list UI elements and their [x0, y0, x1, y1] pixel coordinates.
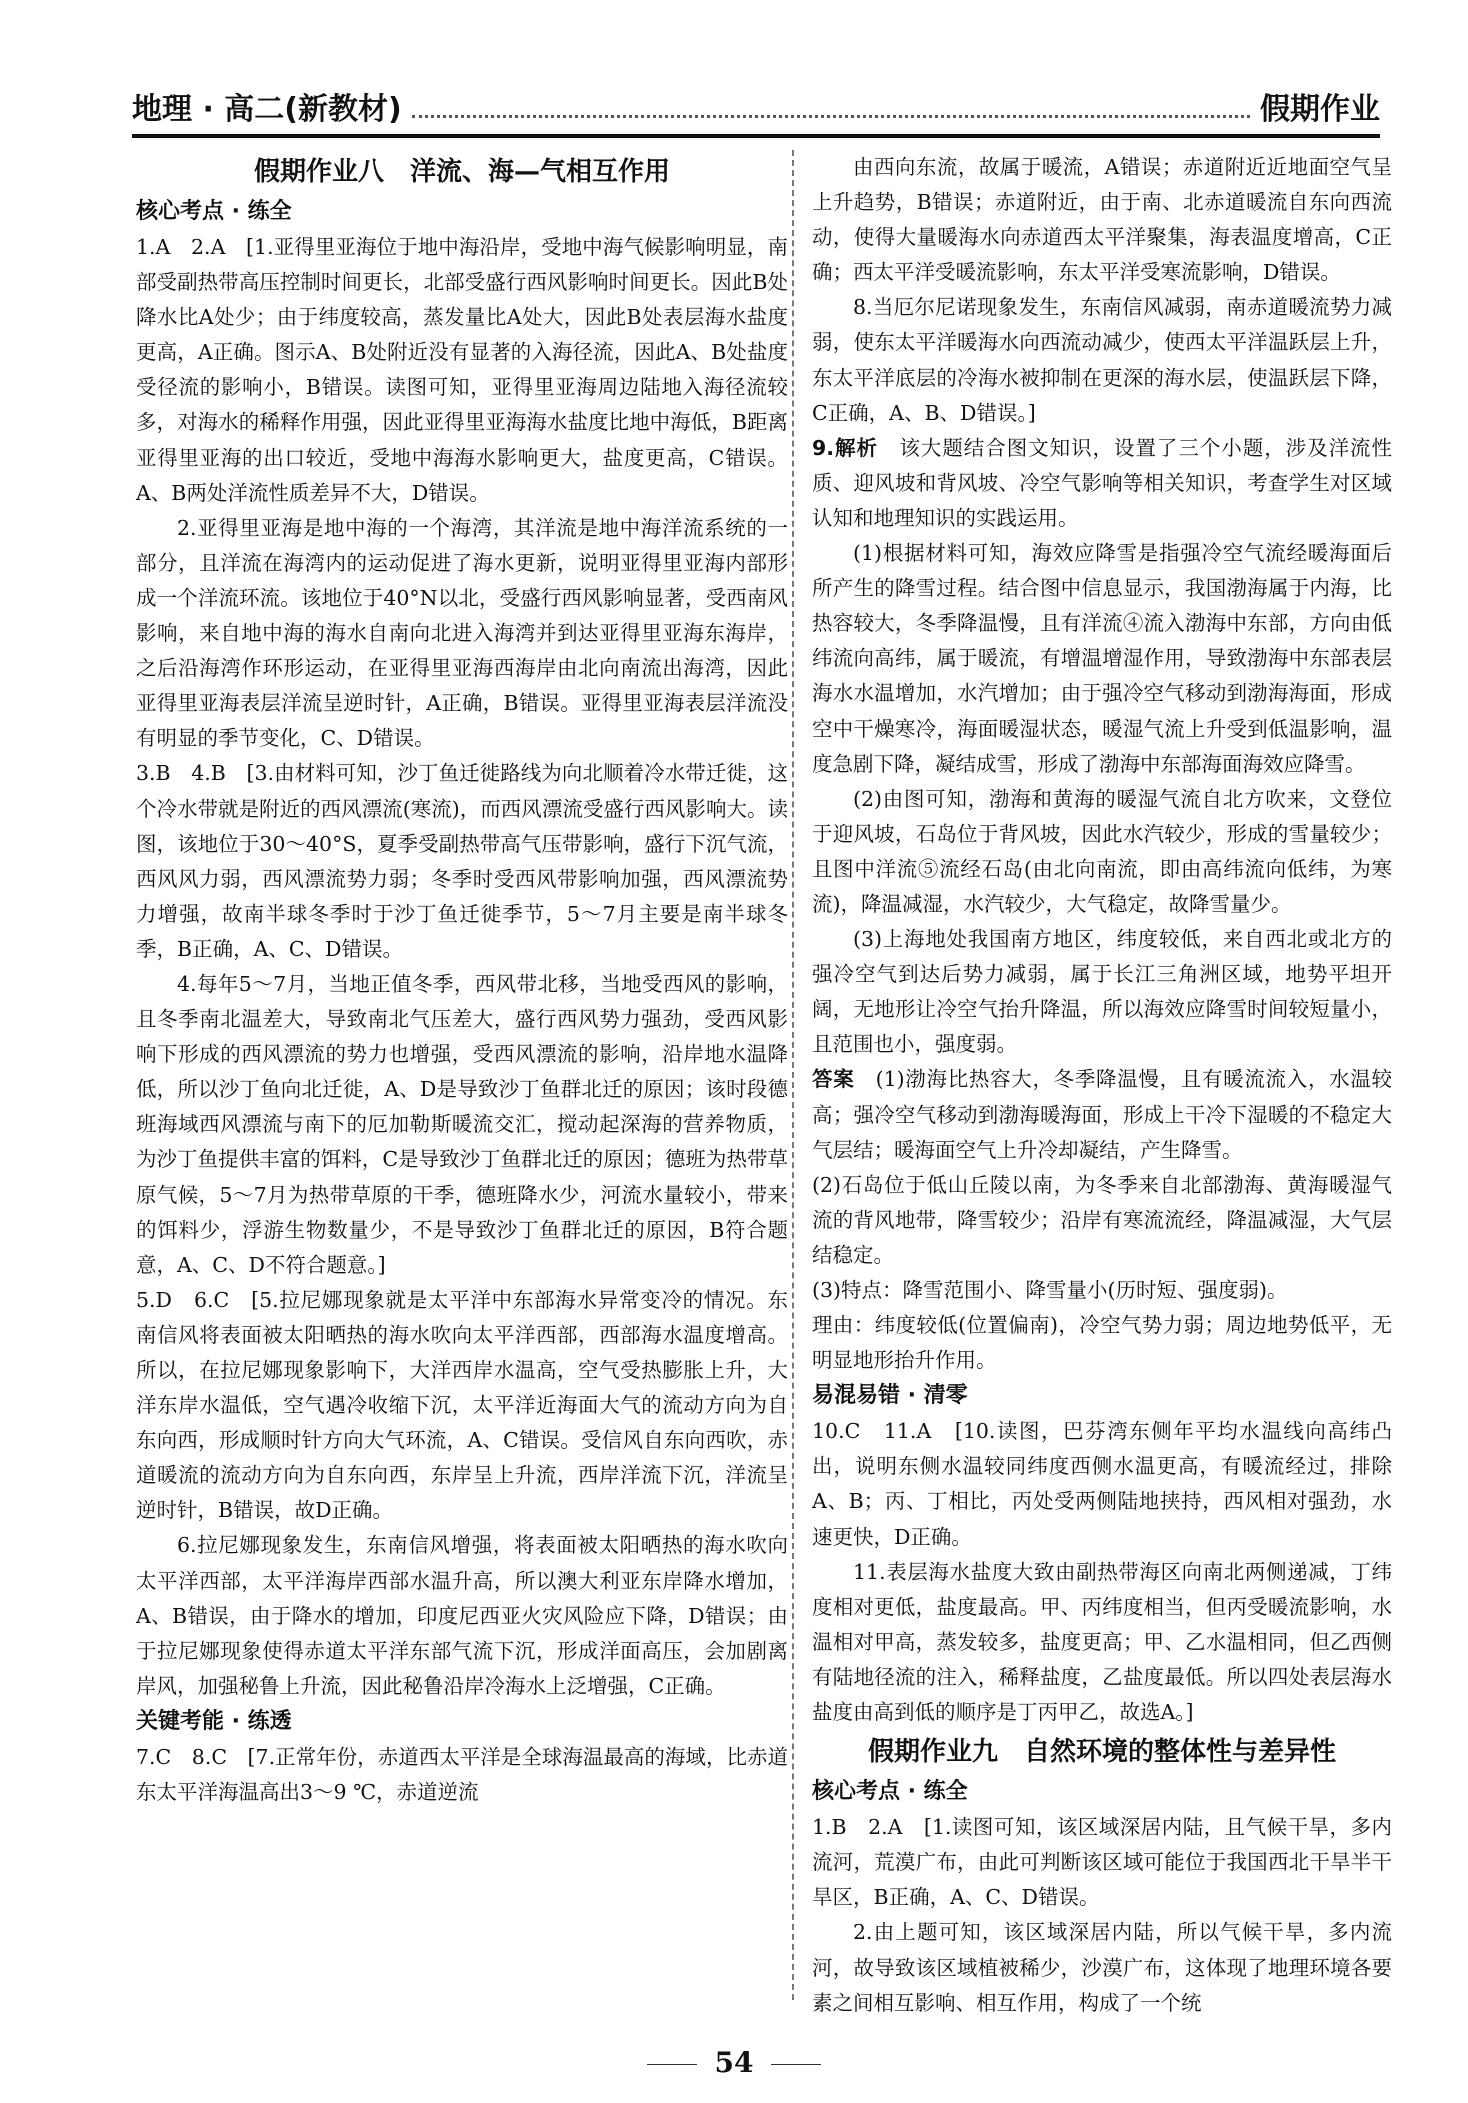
analysis-part-1: (1)根据材料可知，海效应降雪是指强冷空气流经暖海面后所产生的降雪过程。结合图中信息显示，我国渤海属于内海，比热容较大，冬季降温慢，且有洋流④流入渤海中东部，方向由低纬流向高纬，属于暖流，有增温增湿作用，导致渤海中东部表层海水水温增加，水汽增加；由于强冷空气移动到渤海海面，形成空中干燥寒冷，海面暖湿状态，暖湿气流上升受到低温影响，温度急剧下降，凝结成雪，形成了渤海中东部海面海效应降雪。 [812, 541, 1392, 776]
left-column [136, 150, 788, 2000]
subheading-mistakes: 易混易错 · 清零 [812, 1383, 968, 1409]
answer-9-1-2: 1.B 2.A [1.读图可知，该区域深居内陆，且气候干旱，多内流河，荒漠广布，由此可判断该区域可能位于我国西北干旱半干旱区，B正确，A、C、D错误。 [812, 1815, 1392, 1910]
answer-part-1: (1)渤海比热容大，冬季降温慢，且有暖流流入，水温较高；强冷空气移动到渤海暖海面，形成上干冷下湿暖的不稳定大气层结；暖海面空气上升冷却凝结，产生降雪。 [812, 1067, 1393, 1162]
answer-9-analysis [812, 431, 1392, 536]
header-dotted-line [412, 115, 1250, 118]
answer-7-continued: 由西向东流，故属于暖流，A错误；赤道附近近地面空气呈上升趋势，B错误；赤道附近，由于南、北赤道暖流自东向西流动，使得大量暖海水向赤道西太平洋聚集，海表温度增高，C正确；西太平洋受暖流影响，东太平洋受寒流影响，D错误。 [812, 155, 1392, 285]
answer-label: 答案 [812, 1067, 855, 1092]
answer-10-11: 10.C 11.A [10.读图，巴芬湾东侧年平均水温线向高纬凸出，说明东侧水温较同纬度西侧水温更高，有暖流经过，排除A、B；丙、丁相比，丙处受两侧陆地挟持，西风相对强劲，水速更快，D正确。 [812, 1419, 1392, 1549]
answer-8-detail: 8.当厄尔尼诺现象发生，东南信风减弱，南赤道暖流势力减弱，使东太平洋暖海水向西流动减少，使西太平洋温跃层上升，东太平洋底层的冷海水被抑制在更深的海水层，使温跃层下降，C正确，A、B、D错误。] [812, 295, 1392, 425]
analysis-part-3: (3)上海地处我国南方地区，纬度较低，来自西北或北方的强冷空气到达后势力减弱，属于长江三角洲区域，地势平坦开阔，无地形让冷空气抬升降温，所以海效应降雪时间较短量小，且范围也小，强度弱。 [812, 927, 1392, 1057]
column-divider [792, 150, 794, 2000]
answer-4-detail: 4.每年5～7月，当地正值冬季，西风带北移，当地受西风的影响，且冬季南北温差大，导致南北气压差大，盛行西风势力强劲，受西风影响下形成的西风漂流的势力也增强，受西风漂流的影响，沿岸地水温降低，所以沙丁鱼向北迁徙，A、D是导致沙丁鱼群北迁的原因；该时段德班海域西风漂流与南下的厄加勒斯暖流交汇，搅动起深海的营养物质，为沙丁鱼提供丰富的饵料，C是导致沙丁鱼群北迁的原因；德班为热带草原气候，5～7月为热带草原的干季，德班降水少，河流水量较小，带来的饵料少，浮游生物数量少，不是导致沙丁鱼群北迁的原因，B符合题意，A、C、D不符合题意。] [136, 971, 788, 1277]
analysis-part-2: (2)由图可知，渤海和黄海的暖湿气流自北方吹来，文登位于迎风坡，石岛位于背风坡，因此水汽较少，形成的雪量较少；且图中洋流⑤流经石岛(由北向南流，即由高纬流向低纬，为寒流)，降温减湿，水汽较少，大气稳定，故降雪量少。 [812, 786, 1392, 916]
analysis-label: 9.解析 [812, 435, 878, 460]
header-rule [132, 134, 1380, 138]
section-title-9: 假期作业九 自然环境的整体性与差异性 [867, 1737, 1336, 1768]
subheading-key: 关键考能 · 练透 [136, 1708, 292, 1734]
answer-11-detail: 11.表层海水盐度大致由副热带海区向南北两侧递减，丁纬度相对更低，盐度最高。甲、丙纬度相当，但丙受暖流影响，水温相对甲高，蒸发较多，盐度更高；甲、乙水温相同，但乙西侧有陆地径流的注入，稀释盐度，乙盐度最低。所以四处表层海水盐度由高到低的顺序是丁丙甲乙，故选A。] [812, 1559, 1392, 1725]
subheading-core: 核心考点 · 练全 [136, 199, 292, 224]
right-column [812, 150, 1393, 2015]
section-title-8: 假期作业八 洋流、海—气相互作用 [253, 157, 670, 187]
header-series: 假期作业 [1260, 92, 1380, 127]
answer-6-detail: 6.拉尼娜现象发生，东南信风增强，将表面被太阳晒热的海水吹向太平洋西部，太平洋海岸西部水温升高，所以澳大利亚东岸降水增加，A、B错误，由于降水的增加，印度尼西亚火灾风险应下降，D错误；由于拉尼娜现象使得赤道太平洋东部气流下沉，形成洋面高压，会加剧离岸风，加强秘鲁上升流，因此秘鲁沿岸冷海水上泛增强，C正确。 [136, 1533, 788, 1698]
answer-5-6: 5.D 6.C [5.拉尼娜现象就是太平洋中东部海水异常变冷的情况。东南信风将表面被太阳晒热的海水吹向太平洋西部，西部海水温度增高。所以，在拉尼娜现象影响下，大洋西岸水温高，空气受热膨胀上升，大洋东岸水温低，空气遇冷收缩下沉，太平洋近海面大气的流动方向为自东向西，形成顺时针方向大气环流，A、C错误。受信风自东向西吹，赤道暖流的流动方向为自东向西，东岸呈上升流，西岸洋流下沉，洋流呈逆时针，B错误，故D正确。 [136, 1287, 788, 1523]
subheading-core-9: 核心考点 · 练全 [812, 1779, 968, 1805]
answer-part-3: (3)特点：降雪范围小、降雪量小(历时短、强度弱)。 [812, 1278, 1288, 1302]
page-number [0, 2046, 1468, 2079]
answer-2-detail: 2.亚得里亚海是地中海的一个海湾，其洋流是地中海洋流系统的一部分，且洋流在海湾内的运动促进了海水更新，说明亚得里亚海内部形成一个洋流环流。该地位于40°N以北，受盛行西风影响显著，受西南风影响，来自地中海的海水自南向北进入海湾并到达亚得里亚海东海岸，之后沿海湾作环形运动，在亚得里亚海西海岸由北向南流出海湾，因此亚得里亚海表层洋流呈逆时针，A正确，B错误。亚得里亚海表层洋流没有明显的季节变化，C、D错误。 [136, 515, 788, 751]
answer-part-2: (2)石岛位于低山丘陵以南，为冬季来自北部渤海、黄海暖湿气流的背风地带，降雪较少；沿岸有寒流流经，降温减湿，大气层结稳定。 [812, 1172, 1392, 1267]
answer-3-4: 3.B 4.B [3.由材料可知，沙丁鱼迁徙路线为向北顺着冷水带迁徙，这个冷水带就是附近的西风漂流(寒流)，而西风漂流受盛行西风影响大。读图，该地位于30～40°S，夏季受副热带高气压带影响，盛行下沉气流，西风风力弱，西风漂流势力弱；冬季时受西风带影响加强，西风漂流势力增强，故南半球冬季时于沙丁鱼迁徙季节，5～7月主要是南半球冬季，B正确，A、C、D错误。 [136, 761, 788, 961]
answer-part-4: 理由：纬度较低(位置偏南)，冷空气势力弱；周边地势低平，无明显地形抬升作用。 [812, 1313, 1392, 1373]
answer-block [812, 1062, 1392, 1167]
page-header [132, 78, 1380, 134]
page-number-text: 54 [714, 2046, 754, 2079]
analysis-text: 该大题结合图文知识，设置了三个小题，涉及洋流性质、迎风坡和背风坡、冷空气影响等相关知识，考查学生对区域认知和地理知识的实践运用。 [812, 435, 1393, 530]
answer-9-2-detail: 2.由上题可知，该区域深居内陆，所以气候干旱，多内流河，故导致该区域植被稀少，沙漠广布，这体现了地理环境各要素之间相互影响、相互作用，构成了一个统 [812, 1920, 1392, 2015]
answer-1-2: 1.A 2.A [1.亚得里亚海位于地中海沿岸，受地中海气候影响明显，南部受副热带高压控制时间更长，北部受盛行西风影响时间更长。因此B处降水比A处少；由于纬度较高，蒸发量比A处大，因此B处表层海水盐度更高，A正确。图示A、B处附近没有显著的入海径流，因此A、B处盐度受径流的影响小，B错误。读图可知，亚得里亚海周边陆地入海径流较多，对海水的稀释作用强，因此亚得里亚海海水盐度比地中海低，B距离亚得里亚海的出口较近，受地中海海水影响更大，盐度更高，C错误。A、B两处洋流性质差异不大，D错误。 [136, 235, 788, 505]
header-subject: 地理 · 高二(新教材) [132, 92, 402, 127]
answer-7-8: 7.C 8.C [7.正常年份，赤道西太平洋是全球海温最高的海域，比赤道东太平洋海温高出3～9 ℃，赤道逆流 [136, 1744, 788, 1805]
